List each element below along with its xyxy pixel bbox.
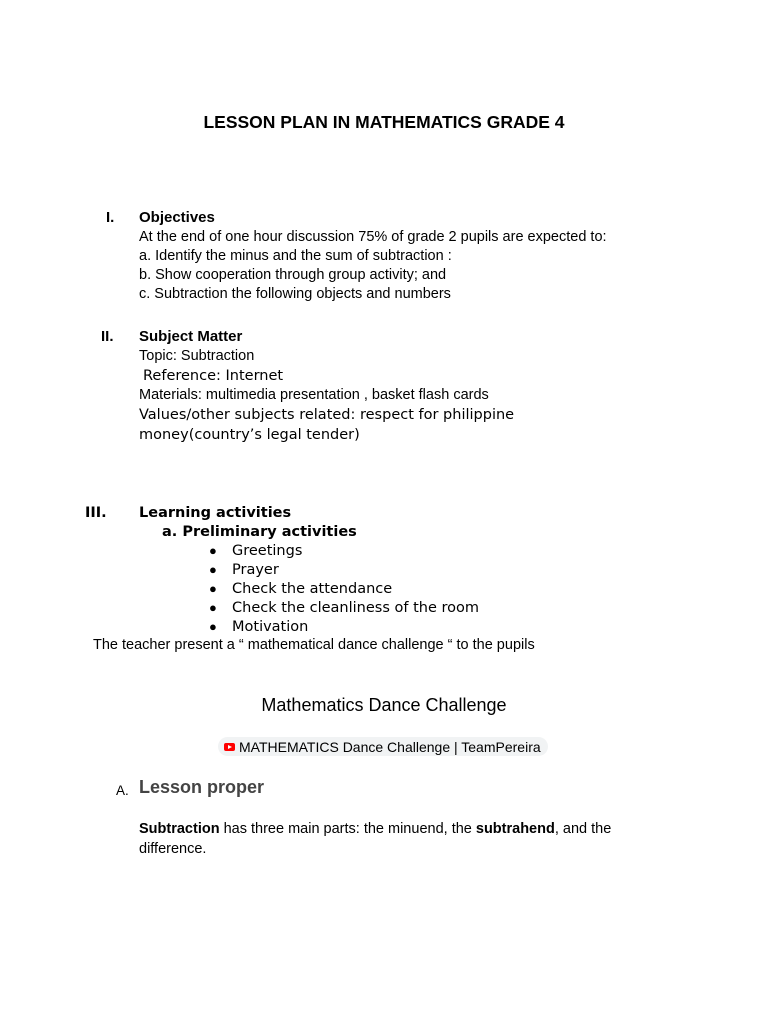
youtube-icon — [224, 743, 235, 751]
materials-line: Materials: multimedia presentation , basket flash cards — [139, 387, 489, 403]
section-3-heading: Learning activities — [139, 505, 292, 521]
subtraction-term: Subtraction — [139, 821, 220, 837]
section-3-number: III. — [85, 505, 107, 521]
dance-title: Mathematics Dance Challenge — [261, 695, 507, 715]
bullet-dot: ● — [209, 581, 217, 596]
list-item: Motivation — [232, 619, 309, 635]
page-title: LESSON PLAN IN MATHEMATICS GRADE 4 — [203, 112, 565, 132]
topic-line: Topic: Subtraction — [139, 348, 255, 364]
lesson-letter: A. — [116, 783, 129, 798]
preliminary-heading: a. Preliminary activities — [162, 524, 357, 540]
section-1-number: I. — [106, 209, 115, 226]
objectives-line: At the end of one hour discussion 75% of grade 2 pupils are expected to: — [139, 229, 607, 245]
list-item: Check the attendance — [232, 581, 393, 597]
bullet-dot: ● — [209, 619, 217, 634]
section-1-heading: Objectives — [139, 209, 215, 226]
paragraph-text: , and the — [554, 821, 612, 837]
subtrahend-term: subtrahend — [475, 821, 555, 837]
list-item: Check the cleanliness of the room — [232, 600, 480, 616]
teacher-line: The teacher present a “ mathematical dance challenge “ to the pupils — [93, 637, 535, 653]
video-link-chip[interactable] — [218, 737, 548, 756]
video-link-label: MATHEMATICS Dance Challenge | TeamPereira — [239, 738, 541, 755]
values-line: money(country’s legal tender) — [139, 427, 360, 443]
section-2-heading: Subject Matter — [139, 328, 243, 345]
list-item: Greetings — [232, 543, 303, 559]
bullet-dot: ● — [209, 562, 217, 577]
reference-line: Reference: Internet — [143, 368, 284, 384]
bullet-dot: ● — [209, 543, 217, 558]
bullet-dot: ● — [209, 600, 217, 615]
section-2-number: II. — [101, 328, 114, 345]
list-item: Prayer — [232, 562, 279, 578]
objectives-line: b. Show cooperation through group activity; and — [139, 267, 447, 283]
lesson-paragraph-line2: difference. — [139, 841, 207, 857]
objectives-line: a. Identify the minus and the sum of subtraction : — [139, 248, 452, 264]
paragraph-text: has three main parts: the minuend, the — [219, 821, 476, 837]
values-line: Values/other subjects related: respect for philippine — [139, 407, 515, 423]
objectives-line: c. Subtraction the following objects and numbers — [139, 286, 451, 302]
lesson-heading: Lesson proper — [139, 777, 265, 797]
lesson-paragraph — [139, 820, 611, 840]
